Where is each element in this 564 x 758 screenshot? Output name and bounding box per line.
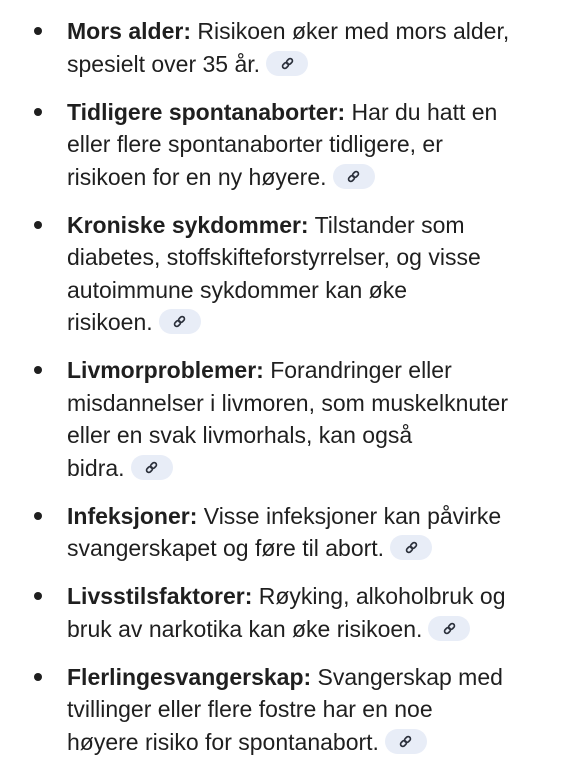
- item-text-line: spesielt over 35 år.: [67, 51, 260, 77]
- list-item: [0, 580, 564, 645]
- link-icon: [279, 55, 296, 72]
- source-link-button[interactable]: [428, 616, 470, 641]
- bullet-icon: [34, 108, 42, 116]
- list-item: [0, 209, 564, 339]
- item-term: Livsstilsfaktorer:: [67, 583, 252, 609]
- source-link-button[interactable]: [390, 535, 432, 560]
- item-text-line: eller en svak livmorhals, kan også: [67, 422, 412, 448]
- item-term: Tidligere spontanaborter:: [67, 99, 345, 125]
- item-text-line: Tilstander som: [309, 212, 465, 238]
- source-link-button[interactable]: [266, 51, 308, 76]
- item-text-line: tvillinger eller flere fostre har en noe: [67, 696, 433, 722]
- bullet-icon: [34, 512, 42, 520]
- item-text-line: Forandringer eller: [264, 357, 452, 383]
- item-text-line: Røyking, alkoholbruk og: [252, 583, 505, 609]
- list-item: [0, 500, 564, 565]
- item-term: Infeksjoner:: [67, 503, 197, 529]
- item-text-line: diabetes, stoffskifteforstyrrelser, og visse: [67, 244, 481, 270]
- link-icon: [143, 459, 160, 476]
- item-text-line: Risikoen øker med mors alder,: [191, 18, 509, 44]
- item-text-line: autoimmune sykdommer kan øke: [67, 277, 407, 303]
- bullet-icon: [34, 673, 42, 681]
- bullet-icon: [34, 592, 42, 600]
- bullet-icon: [34, 221, 42, 229]
- list-item: [0, 354, 564, 484]
- list-item: [0, 15, 564, 80]
- item-term: Flerlingesvangerskap:: [67, 664, 311, 690]
- item-text-line: høyere risiko for spontanabort.: [67, 729, 379, 755]
- item-term: Kroniske sykdommer:: [67, 212, 309, 238]
- item-term: Mors alder:: [67, 18, 191, 44]
- item-text-line: risikoen.: [67, 309, 153, 335]
- item-text-line: bruk av narkotika kan øke risikoen.: [67, 616, 422, 642]
- link-icon: [171, 313, 188, 330]
- bullet-icon: [34, 366, 42, 374]
- source-link-button[interactable]: [385, 729, 427, 754]
- item-text-line: svangerskapet og føre til abort.: [67, 535, 384, 561]
- item-text-line: risikoen for en ny høyere.: [67, 164, 327, 190]
- item-term: Livmorproblemer:: [67, 357, 264, 383]
- item-text-line: Visse infeksjoner kan påvirke: [197, 503, 501, 529]
- link-icon: [345, 168, 362, 185]
- link-icon: [441, 620, 458, 637]
- link-icon: [397, 733, 414, 750]
- item-text-line: misdannelser i livmoren, som muskelknuter: [67, 390, 508, 416]
- bullet-icon: [34, 27, 42, 35]
- source-link-button[interactable]: [159, 309, 201, 334]
- item-text-line: Svangerskap med: [311, 664, 503, 690]
- source-link-button[interactable]: [333, 164, 375, 189]
- link-icon: [403, 539, 420, 556]
- list-item: [0, 96, 564, 194]
- source-link-button[interactable]: [131, 455, 173, 480]
- item-text-line: bidra.: [67, 455, 125, 481]
- list-item: [0, 661, 564, 758]
- item-text-line: eller flere spontanaborter tidligere, er: [67, 131, 443, 157]
- item-text-line: Har du hatt en: [345, 99, 497, 125]
